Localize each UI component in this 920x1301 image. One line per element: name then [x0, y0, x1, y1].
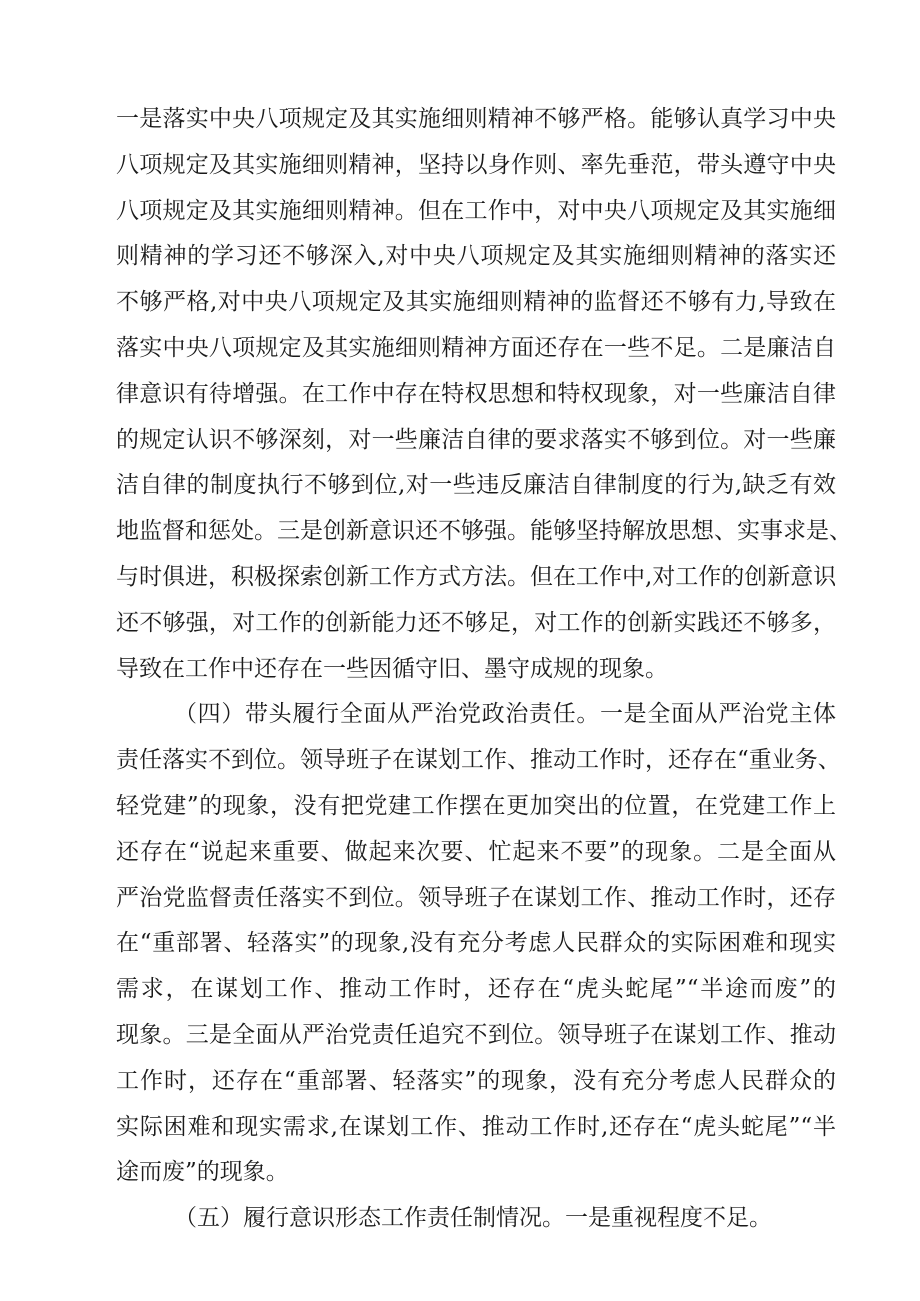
text-line: 导致在工作中还存在一些因循守旧、墨守成规的现象。 [116, 655, 668, 682]
text-line: 还存在“说起来重要、做起来次要、忙起来不要”的现象。二是全面从 [116, 838, 836, 865]
text-line: 轻党建”的现象，没有把党建工作摆在更加突出的位置，在党建工作上 [116, 792, 836, 819]
text-line: 地监督和惩处。三是创新意识还不够强。能够坚持解放思想、实事求是、 [116, 518, 852, 545]
text-line: 洁自律的制度执行不够到位,对一些违反廉洁自律制度的行为,缺乏有效 [116, 472, 836, 499]
text-line: 实际困难和现实需求,在谋划工作、推动工作时,还存在“虎头蛇尾”“半 [116, 1113, 836, 1140]
text-line: 还不够强，对工作的创新能力还不够足，对工作的创新实践还不够多， [116, 609, 836, 636]
text-line: 工作时，还存在“重部署、轻落实”的现象，没有充分考虑人民群众的 [116, 1067, 836, 1094]
body-text [116, 97, 852, 1242]
text-line: 途而废”的现象。 [116, 1159, 289, 1186]
text-line: 在“重部署、轻落实”的现象,没有充分考虑人民群众的实际困难和现实 [116, 930, 836, 957]
text-line: 的规定认识不够深刻，对一些廉洁自律的要求落实不够到位。对一些廉 [116, 426, 836, 453]
text-line: 严治党监督责任落实不到位。领导班子在谋划工作、推动工作时，还存 [116, 884, 836, 911]
text-line: 落实中央八项规定及其实施细则精神方面还存在一些不足。二是廉洁自 [116, 334, 836, 361]
text-line: 不够严格,对中央八项规定及其实施细则精神的监督还不够有力,导致在 [116, 289, 836, 316]
text-line: 八项规定及其实施细则精神。但在工作中，对中央八项规定及其实施细 [116, 197, 836, 224]
section-heading-4: （四）带头履行全面从严治党政治责任。一是全面从严治党主体 [174, 701, 836, 728]
text-line: 八项规定及其实施细则精神，坚持以身作则、率先垂范，带头遵守中央 [116, 151, 836, 178]
text-line: 律意识有待增强。在工作中存在特权思想和特权现象，对一些廉洁自律 [116, 380, 836, 407]
text-line: 与时俱进，积极探索创新工作方式方法。但在工作中,对工作的创新意识 [116, 563, 837, 590]
text-line: 责任落实不到位。领导班子在谋划工作、推动工作时，还存在“重业务、 [116, 747, 841, 774]
text-line: 现象。三是全面从严治党责任追究不到位。领导班子在谋划工作、推动 [116, 1021, 836, 1048]
text-line: 一是落实中央八项规定及其实施细则精神不够严格。能够认真学习中央 [116, 106, 836, 132]
text-line: 则精神的学习还不够深入,对中央八项规定及其实施细则精神的落实还 [116, 243, 836, 270]
section-heading-5: （五）履行意识形态工作责任制情况。一是重视程度不足。 [174, 1205, 772, 1232]
text-line: 需求，在谋划工作、推动工作时，还存在“虎头蛇尾”“半途而废”的 [116, 976, 836, 1003]
